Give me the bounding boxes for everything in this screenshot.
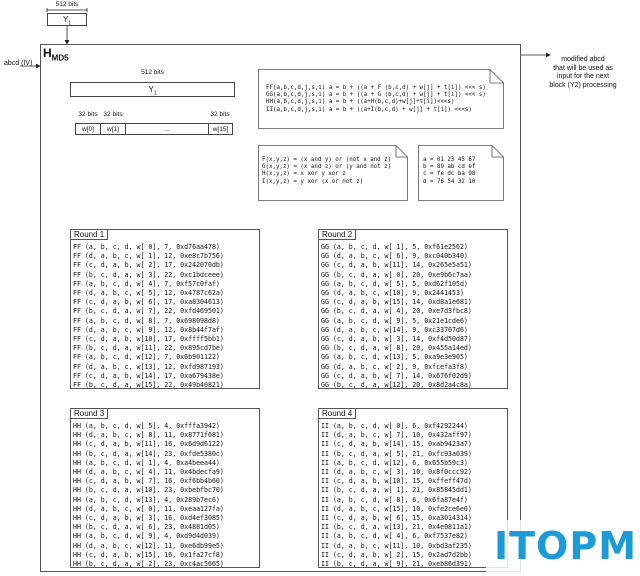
- w-cell: w[15]: [208, 123, 233, 135]
- round-line: HH (c, d, a, b, w[15], 16, 0x1fa27cf8): [73, 550, 224, 559]
- round-line: HH (a, b, c, d, w[ 9], 4, 0xd9d4d039): [73, 532, 220, 541]
- round-line: II (a, b, c, d, w[ 8], 6, 0x6fa87e4f): [321, 495, 468, 504]
- round-line: HH (b, c, d, a, w[ 6], 23, 0x4881d05): [73, 523, 220, 532]
- round-line: GG (c, d, a, b, w[ 7], 14, 0x676f02d9): [321, 371, 472, 380]
- iv-d: d = 76 54 32 10: [423, 178, 476, 185]
- round-lines: [73, 422, 224, 569]
- round-4-box: [318, 408, 508, 568]
- round-line: FF (b, c, d, a, w[11], 22, 0x895cd7be): [73, 344, 224, 353]
- round-line: FF (b, c, d, a, w[15], 22, 0x49b40821): [73, 381, 224, 390]
- round-line: HH (d, a, b, c, w[12], 11, 0xe6db99e5): [73, 541, 224, 550]
- round-line: FF (d, a, b, c, w[13], 12, 0xfd987193): [73, 362, 224, 371]
- round-line: II (d, a, b, c, w[15], 10, 0xfe2ce6e0): [321, 504, 472, 513]
- w-cell: w[1]: [100, 123, 126, 135]
- round-lines: [321, 422, 472, 569]
- func-i: I(x,y,z) = y xor (x or not z): [262, 178, 364, 185]
- round-line: II (a, b, c, d, w[ 0], 6, 0xf4292244): [321, 422, 468, 430]
- hmd5-title: [43, 46, 69, 62]
- round-line: FF (b, c, d, a, w[ 7], 22, 0xfd469501): [73, 307, 224, 316]
- round-line: GG (d, a, b, c, w[10], 9, 0x2441453): [321, 289, 464, 298]
- note-iv: [418, 145, 504, 201]
- round-line: HH (d, a, b, c, w[ 8], 11, 0x8771f681): [73, 431, 224, 440]
- round-line: FF (d, a, b, c, w[ 5], 12, 0x4787c62a): [73, 289, 224, 298]
- op-gg: GG(a,b,c,d,j,s,i) a = b + ((a + G (b,c,d) + w[j] + t[i]) <<< s): [266, 92, 486, 99]
- round-line: FF (a, b, c, d, w[ 0], 7, 0xd76aa478): [73, 243, 220, 251]
- round-line: GG (c, d, a, b, w[ 3], 14, 0xf4d50d87): [321, 335, 472, 344]
- round-line: GG (a, b, c, d, w[13], 5, 0xa9e3e905): [321, 353, 468, 362]
- round-line: II (a, b, c, d, w[12], 6, 0x655b59c3): [321, 458, 468, 467]
- round-line: HH (a, b, c, d, w[ 5], 4, 0xfffa3942): [73, 422, 220, 430]
- round-line: FF (c, d, a, b, w[14], 17, 0xa679438e): [73, 371, 224, 380]
- round-line: HH (b, c, d, a, w[ 2], 23, 0xc4ac5665): [73, 560, 224, 569]
- inner-y1-block: $Y_1$: [70, 82, 235, 97]
- round-line: FF (a, b, c, d, w[ 8], 7, 0x698098d8): [73, 316, 220, 325]
- round-line: HH (d, a, b, c, w[ 4], 11, 0x4bdecfa9): [73, 468, 224, 477]
- watermark-text: ITOPM: [494, 524, 638, 568]
- y1-block: [47, 13, 87, 26]
- round-line: GG (c, d, a, b, w[11], 14, 0x265e5a51): [321, 261, 472, 270]
- round-line: FF (a, b, c, d, w[12], 7, 0x6b901122): [73, 353, 220, 362]
- round-line: II (b, c, d, a, w[ 5], 21, 0xfc93a039): [321, 449, 472, 458]
- round-lines: [321, 243, 472, 390]
- iv-c: c = fe dc ba 98: [423, 171, 476, 178]
- round-line: II (b, c, d, a, w[13], 21, 0x4e0811a1): [321, 523, 472, 532]
- round-line: HH (b, c, d, a, w[14], 23, 0xfde5380c): [73, 449, 224, 458]
- round-line: HH (a, b, c, d, w[ 1], 4, 0xa4beea44): [73, 458, 220, 467]
- round-line: GG (b, c, d, a, w[ 4], 20, 0xe7d3fbc8): [321, 307, 472, 316]
- func-h: H(x,y,z) = x xor y xor z: [262, 171, 346, 178]
- hmd5-sub: MD5: [51, 53, 69, 63]
- iv-b: b = 89 ab cd ef: [423, 164, 476, 171]
- watermark-badge: [486, 520, 636, 572]
- y1-subscript: 1: [68, 20, 72, 27]
- iv-a: a = 01 23 45 67: [423, 157, 476, 163]
- hmd5-h: H: [43, 46, 52, 60]
- round-line: II (d, a, b, c, w[ 7], 10, 0x432aff97): [321, 431, 472, 440]
- round-line: HH (d, a, b, c, w[ 0], 11, 0xeaa127fa): [73, 504, 224, 513]
- round-line: GG (b, c, d, a, w[ 8], 20, 0x455a14ed): [321, 344, 472, 353]
- top-bits-label: 512 bits: [55, 1, 79, 8]
- round-line: II (c, d, a, b, w[14], 15, 0xab9423a7): [321, 440, 472, 449]
- round-line: FF (c, d, a, b, w[ 6], 17, 0xa8304613): [73, 298, 224, 307]
- round-line: II (b, c, d, a, w[ 1], 21, 0x85845dd1): [321, 486, 472, 495]
- round-3-box: [70, 408, 260, 568]
- op-hh: HH(a,b,c,d,j,s,i) a = b + ((a+H(b,c,d)+w[j]+t[i])<<<s): [266, 99, 455, 106]
- round-line: II (a, b, c, d, w[ 4], 6, 0xf7537e82): [321, 532, 468, 541]
- round-line: HH (b, c, d, a, w[10], 23, 0xbebfbc70): [73, 486, 224, 495]
- round-line: II (d, a, b, c, w[ 3], 10, 0x8f0ccc92): [321, 468, 472, 477]
- round-2-box: [318, 229, 508, 389]
- inner-bits-label: 512 bits: [141, 69, 164, 76]
- output-label: modified abcd that will be used as input for the next block (Y2) processing: [549, 56, 617, 89]
- round-title: Round 3: [71, 409, 108, 419]
- round-1-box: [70, 229, 260, 389]
- round-line: HH (c, d, a, b, w[ 7], 16, 0xf6bb4b60): [73, 477, 224, 486]
- note-operations: [258, 69, 504, 129]
- round-line: II (c, d, a, b, w[ 2], 15, 0x2ad7d2bb): [321, 550, 472, 559]
- round-line: GG (a, b, c, d, w[ 5], 5, 0xd62f105d): [321, 279, 468, 288]
- round-line: FF (d, a, b, c, w[ 1], 12, 0xe8c7b756): [73, 252, 224, 261]
- round-line: FF (b, c, d, a, w[ 3], 22, 0xc1bdceee): [73, 270, 224, 279]
- w-cell: ...: [125, 123, 209, 135]
- input-label: abcd (IV): [4, 60, 33, 67]
- round-line: GG (a, b, c, d, w[ 1], 5, 0xf61e2562): [321, 243, 468, 251]
- y1-label: Y: [62, 15, 69, 24]
- round-lines: [73, 243, 224, 390]
- round-line: HH (a, b, c, d, w[13], 4, 0x289b7ec6): [73, 495, 220, 504]
- w-bits-label: 32 bits: [210, 111, 230, 118]
- round-line: GG (a, b, c, d, w[ 9], 5, 0x21e1cde6): [321, 316, 468, 325]
- w-cell: w[0]: [75, 123, 101, 135]
- func-g: G(x,y,z) = (x and z) or (y and not z): [262, 164, 392, 171]
- round-line: HH (c, d, a, b, w[11], 16, 0x6d9d6122): [73, 440, 224, 449]
- round-line: II (b, c, d, a, w[ 9], 21, 0xeb86d391): [321, 560, 472, 569]
- round-line: GG (d, a, b, c, w[ 6], 9, 0xc040b340): [321, 252, 468, 261]
- round-line: GG (b, c, d, a, w[12], 20, 0x8d2a4c8a): [321, 381, 472, 390]
- round-title: Round 1: [71, 230, 108, 240]
- round-line: FF (c, d, a, b, w[10], 17, 0xffff5bb1): [73, 335, 224, 344]
- w-bits-label: 32 bits: [78, 111, 98, 118]
- w-bits-label: 32 bits: [103, 111, 123, 118]
- op-ff: FF(a,b,c,d,j,s,i) a = b + ((a + F (b,c,d) + w[j] + t[i]) <<< s): [266, 85, 486, 91]
- round-line: FF (a, b, c, d, w[ 4], 7, 0xf57c0faf): [73, 279, 220, 288]
- note-functions: [258, 145, 408, 201]
- round-title: Round 2: [319, 230, 356, 240]
- round-line: FF (d, a, b, c, w[ 9], 12, 0x8b44f7af): [73, 325, 224, 334]
- round-line: II (c, d, a, b, w[10], 15, 0xffeff47d): [321, 477, 472, 486]
- round-line: GG (c, d, a, b, w[15], 14, 0xd8a1e681): [321, 298, 472, 307]
- round-line: II (c, d, a, b, w[ 6], 15, 0xa3014314): [321, 514, 472, 523]
- func-f: F(x,y,z) = (x and y) or (not x and z): [262, 157, 392, 163]
- op-ii: II(a,b,c,d,j,s,i) a = b + ((a+I(b,c,d) + w[j] + t[i]) <<<s): [266, 106, 472, 113]
- round-line: FF (c, d, a, b, w[ 2], 17, 0x242070db): [73, 261, 224, 270]
- round-line: HH (c, d, a, b, w[ 3], 16, 0xd4ef3085): [73, 514, 224, 523]
- round-line: GG (d, a, b, c, w[14], 9, 0xc33707d6): [321, 325, 468, 334]
- round-title: Round 4: [319, 409, 356, 419]
- round-line: GG (b, c, d, a, w[ 0], 20, 0xe9b6c7aa): [321, 270, 472, 279]
- round-line: GG (d, a, b, c, w[ 2], 9, 0xfcefa3f8): [321, 362, 468, 371]
- round-line: II (d, a, b, c, w[11], 10, 0xbd3af235): [321, 541, 472, 550]
